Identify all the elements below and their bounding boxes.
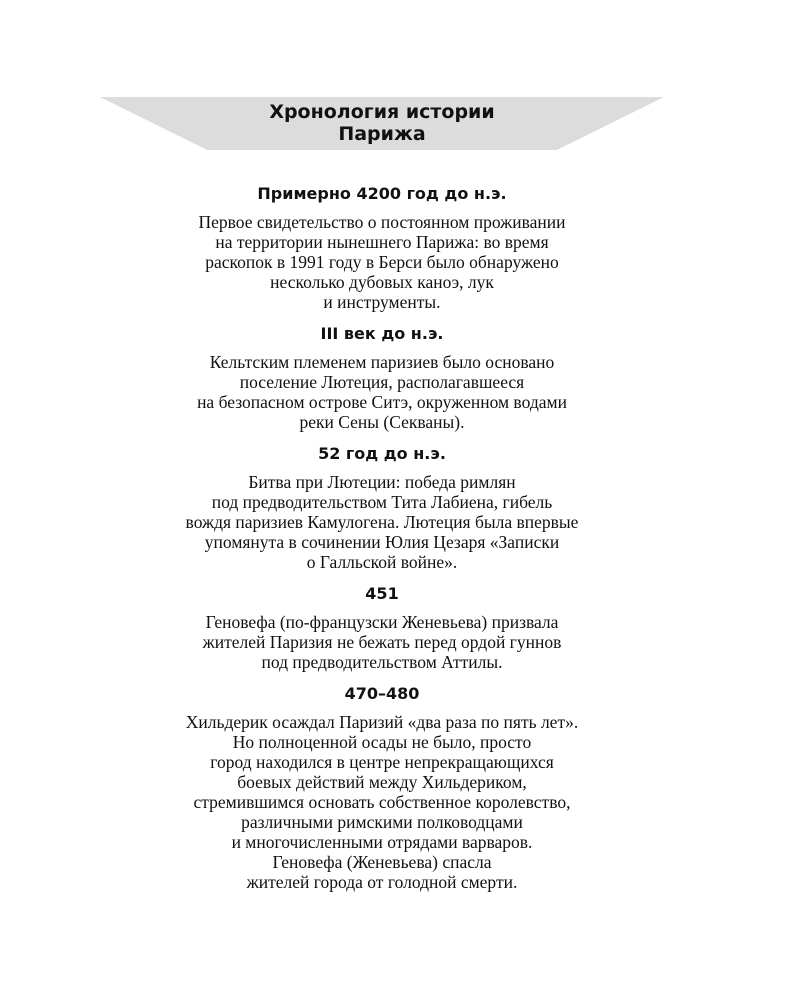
entry-text-line: несколько дубовых каноэ, лук xyxy=(270,272,494,292)
entry-text xyxy=(100,352,664,432)
timeline xyxy=(100,184,664,904)
entry-text-line: вождя паризиев Камулогена. Лютеция была впервые xyxy=(185,512,579,532)
entry-text-line: жителей Паризия не бежать перед ордой гуннов xyxy=(202,632,562,652)
entry-text-line: на безопасном острове Ситэ, окруженном водами xyxy=(197,392,567,412)
entry-text-line: Кельтским племенем паризиев было основано xyxy=(209,352,555,372)
entry-date: Примерно 4200 год до н.э. xyxy=(257,184,507,203)
timeline-entry xyxy=(100,444,664,572)
page-title xyxy=(100,101,664,145)
entry-text-line: Но полноценной осады не было, просто xyxy=(232,732,532,752)
entry-text-line: стремившимся основать собственное королевство, xyxy=(193,792,571,812)
entry-text-line: город находился в центре непрекращающихся xyxy=(210,752,554,772)
entry-date: 451 xyxy=(365,584,399,603)
entry-text-line: Первое свидетельство о постоянном проживании xyxy=(198,212,566,232)
entry-text-line: под предводительством Тита Лабиена, гибель xyxy=(211,492,553,512)
entry-text-line: упомянута в сочинении Юлия Цезаря «Записки xyxy=(204,532,560,552)
entry-date: III век до н.э. xyxy=(320,324,444,343)
entry-text-line: реки Сены (Секваны). xyxy=(299,412,465,432)
entry-text-line: под предводительством Аттилы. xyxy=(261,652,503,672)
page-title-line: Парижа xyxy=(338,123,426,145)
entry-text xyxy=(100,472,664,572)
page-title-line: Хронология истории xyxy=(269,101,495,123)
entry-date: 470–480 xyxy=(344,684,420,703)
entry-text-line: раскопок в 1991 году в Берси было обнаружено xyxy=(205,252,559,272)
entry-text-line: Геновефа (Женевьева) спасла xyxy=(272,852,492,872)
entry-text-line: Хильдерик осаждал Паризий «два раза по пять лет». xyxy=(185,712,579,732)
timeline-entry xyxy=(100,684,664,892)
timeline-entry xyxy=(100,184,664,312)
entry-text-line: поселение Лютеция, располагавшееся xyxy=(239,372,525,392)
entry-text-line: о Галльской войне». xyxy=(306,552,458,572)
entry-text-line: различными римскими полководцами xyxy=(241,812,523,832)
entry-text-line: боевых действий между Хильдериком, xyxy=(237,772,527,792)
entry-text xyxy=(100,712,664,892)
entry-text xyxy=(100,612,664,672)
entry-text-line: Геновефа (по-французски Женевьева) призвала xyxy=(205,612,559,632)
timeline-entry xyxy=(100,584,664,672)
entry-text-line: и многочисленными отрядами варваров. xyxy=(231,832,533,852)
entry-text-line: жителей города от голодной смерти. xyxy=(246,872,518,892)
entry-date: 52 год до н.э. xyxy=(318,444,446,463)
entry-text-line: и инструменты. xyxy=(323,292,441,312)
timeline-entry xyxy=(100,324,664,432)
entry-text-line: на территории нынешнего Парижа: во время xyxy=(215,232,549,252)
entry-text-line: Битва при Лютеции: победа римлян xyxy=(248,472,516,492)
entry-text xyxy=(100,212,664,312)
